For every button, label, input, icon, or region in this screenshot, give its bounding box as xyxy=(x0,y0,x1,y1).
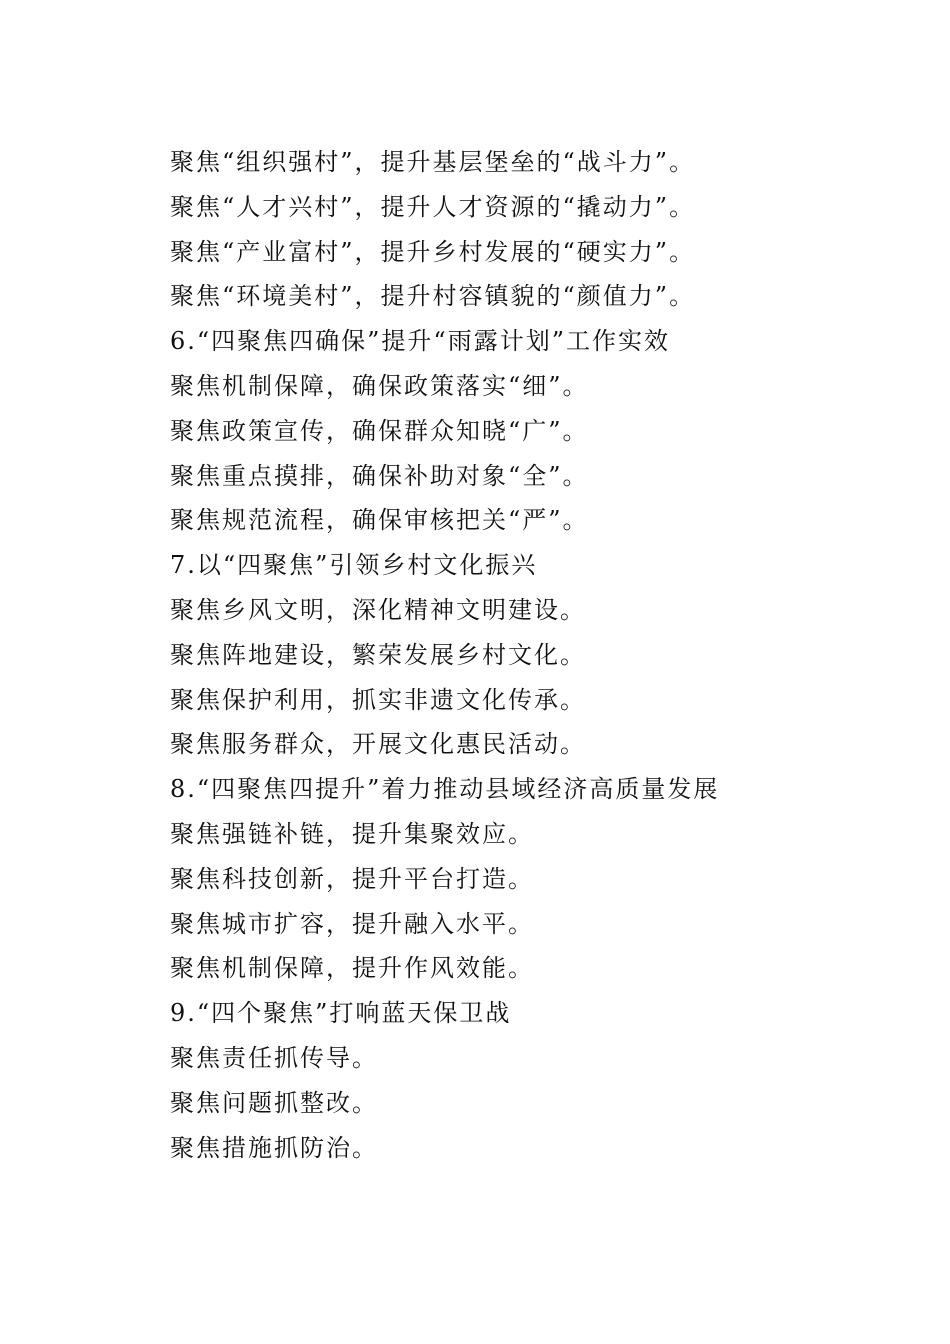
text-line: 聚焦乡风文明，深化精神文明建设。 xyxy=(170,595,586,624)
text-line: 聚焦科技创新，提升平台打造。 xyxy=(170,864,534,893)
section-heading: 8.“四聚焦四提升”着力推动县域经济高质量发展 xyxy=(170,775,720,804)
text-line: 聚焦“产业富村”，提升乡村发展的“硬实力”。 xyxy=(170,237,696,266)
text-line: 聚焦强链补链，提升集聚效应。 xyxy=(170,819,534,848)
text-line: 聚焦措施抓防治。 xyxy=(170,1133,378,1162)
text-line: 聚焦城市扩容，提升融入水平。 xyxy=(170,909,534,938)
text-line: 聚焦重点摸排，确保补助对象“全”。 xyxy=(170,461,589,490)
text-line: 聚焦阵地建设，繁荣发展乡村文化。 xyxy=(170,640,586,669)
text-line: 聚焦“环境美村”，提升村容镇貌的“颜值力”。 xyxy=(170,282,696,311)
text-line: 聚焦规范流程，确保审核把关“严”。 xyxy=(170,506,589,535)
text-line: 聚焦机制保障，提升作风效能。 xyxy=(170,954,534,983)
text-line: 聚焦问题抓整改。 xyxy=(170,1088,378,1117)
text-line: 聚焦“人才兴村”，提升人才资源的“撬动力”。 xyxy=(170,192,696,221)
text-line: 聚焦责任抓传导。 xyxy=(170,1043,378,1072)
text-line: 聚焦服务群众，开展文化惠民活动。 xyxy=(170,730,586,759)
section-heading: 7.以“四聚焦”引领乡村文化振兴 xyxy=(170,551,538,580)
text-line: 聚焦“组织强村”，提升基层堡垒的“战斗力”。 xyxy=(170,148,696,176)
text-line: 聚焦机制保障，确保政策落实“细”。 xyxy=(170,371,589,400)
document-body xyxy=(170,140,890,1170)
text-line: 聚焦政策宣传，确保群众知晓“广”。 xyxy=(170,416,589,445)
section-heading: 6.“四聚焦四确保”提升“雨露计划”工作实效 xyxy=(170,327,670,356)
text-line: 聚焦保护利用，抓实非遗文化传承。 xyxy=(170,685,586,714)
section-heading: 9.“四个聚焦”打响蓝天保卫战 xyxy=(170,999,512,1028)
